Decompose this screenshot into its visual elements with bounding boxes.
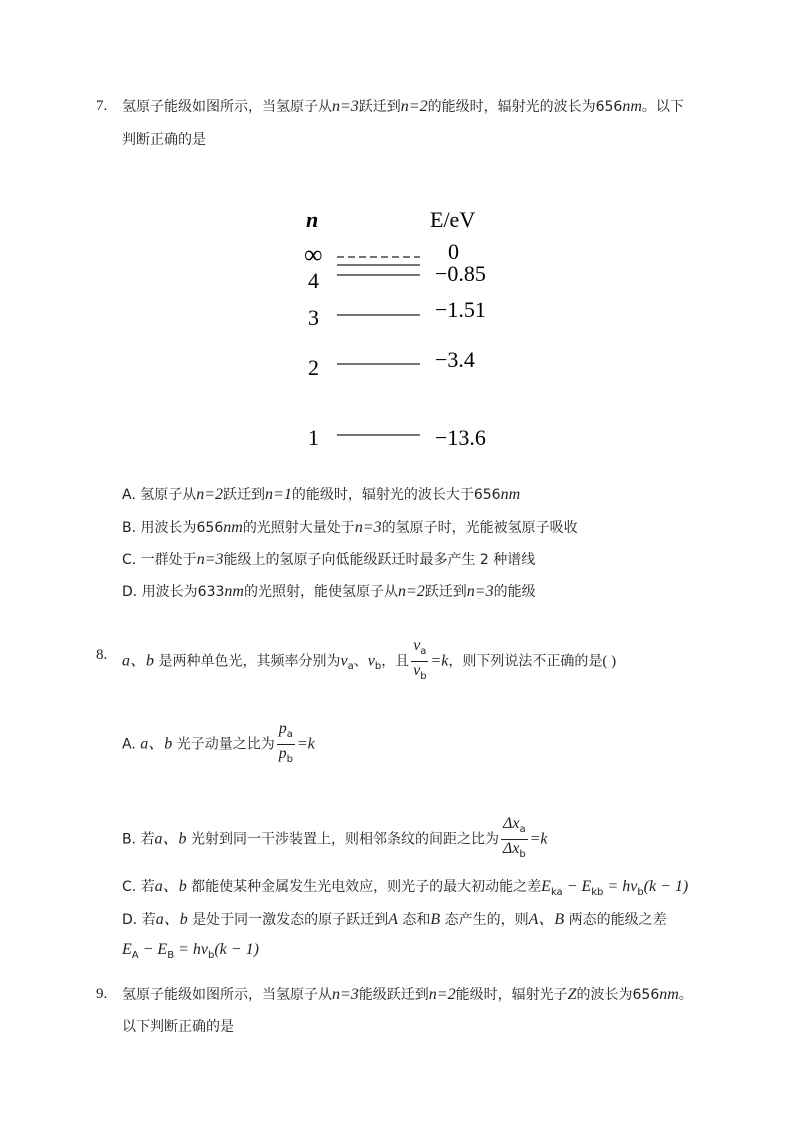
- q9-stem-line2: 以下判断正确的是: [122, 1019, 234, 1035]
- q7-option-c[interactable]: C. 一群处于n=3能级上的氢原子向低能级跃迁时最多产生 2 种谱线: [122, 551, 536, 568]
- q8-freq-ratio: $\frac{v_a}{v_b}$: [413, 637, 427, 682]
- q9-stem-line1: 氢原子能级如图所示，当氢原子从n=3能级跃迁到n=2能级时，辐射光子Z的波长为656nm。: [122, 986, 693, 1003]
- q7-number: 7.: [96, 98, 108, 114]
- level-1-e: −13.6: [435, 425, 486, 450]
- q8-momentum-ratio: $\frac{p_a}{p_b}$: [278, 720, 293, 765]
- q8-option-a[interactable]: A. a、b 光子动量之比为 $\frac{p_a}{p_b}$ =k: [122, 720, 315, 769]
- q8-option-c[interactable]: C. 若a、b 都能使某种金属发生光电效应，则光子的最大初动能之差$E_{ka} - E_{kb} = hv_b(k - 1)$: [122, 878, 689, 898]
- level-4-n: 4: [308, 268, 319, 293]
- q8-option-d[interactable]: D. 若a、b 是处于同一激发态的原子跃迁到A 态和B 态产生的，则A、B 两态的能级之差: [122, 911, 667, 928]
- q8-stem: a、b 是两种单色光，其频率分别为$v_a$、$v_b$，且 $\frac{v_a}{v_b}$ =k，则下列说法不正确的是( ): [122, 637, 616, 686]
- diagram-n-header: n: [306, 207, 319, 232]
- level-inf-n: ∞: [304, 240, 323, 269]
- q7-option-d[interactable]: D. 用波长为633nm的光照射，能使氢原子从n=2跃迁到n=3的能级: [122, 583, 536, 600]
- q8-number: 8.: [96, 647, 108, 663]
- q9-number: 9.: [96, 986, 108, 1002]
- q8-option-b[interactable]: B. 若a、b 光射到同一干涉装置上，则相邻条纹的间距之比为 $\frac{\Delta x_a}{\Delta x_b}$ =k: [122, 815, 548, 864]
- level-inf-e: 0: [448, 239, 459, 264]
- level-3-e: −1.51: [435, 297, 486, 322]
- q7-stem-line1: 氢原子能级如图所示，当氢原子从n=3跃迁到n=2的能级时，辐射光的波长为656nm。以下: [122, 98, 684, 115]
- level-2-n: 2: [308, 355, 319, 380]
- energy-level-diagram: [290, 195, 520, 460]
- q8-fringe-ratio: $\frac{\Delta x_a}{\Delta x_b}$: [502, 815, 526, 860]
- q8-option-d-formula: $E_A - E_B = hv_b(k - 1)$: [122, 941, 259, 961]
- diagram-e-header: E/eV: [430, 207, 476, 232]
- q7-stem-line2: 判断正确的是: [122, 132, 206, 148]
- level-2-e: −3.4: [435, 347, 475, 372]
- q7-option-b[interactable]: B. 用波长为656nm的光照射大量处于n=3的氢原子时，光能被氢原子吸收: [122, 519, 578, 536]
- level-1-n: 1: [308, 425, 319, 450]
- level-3-n: 3: [308, 305, 319, 330]
- q7-option-a[interactable]: A. 氢原子从n=2跃迁到n=1的能级时，辐射光的波长大于656nm: [122, 486, 521, 503]
- level-4-e: −0.85: [435, 261, 486, 286]
